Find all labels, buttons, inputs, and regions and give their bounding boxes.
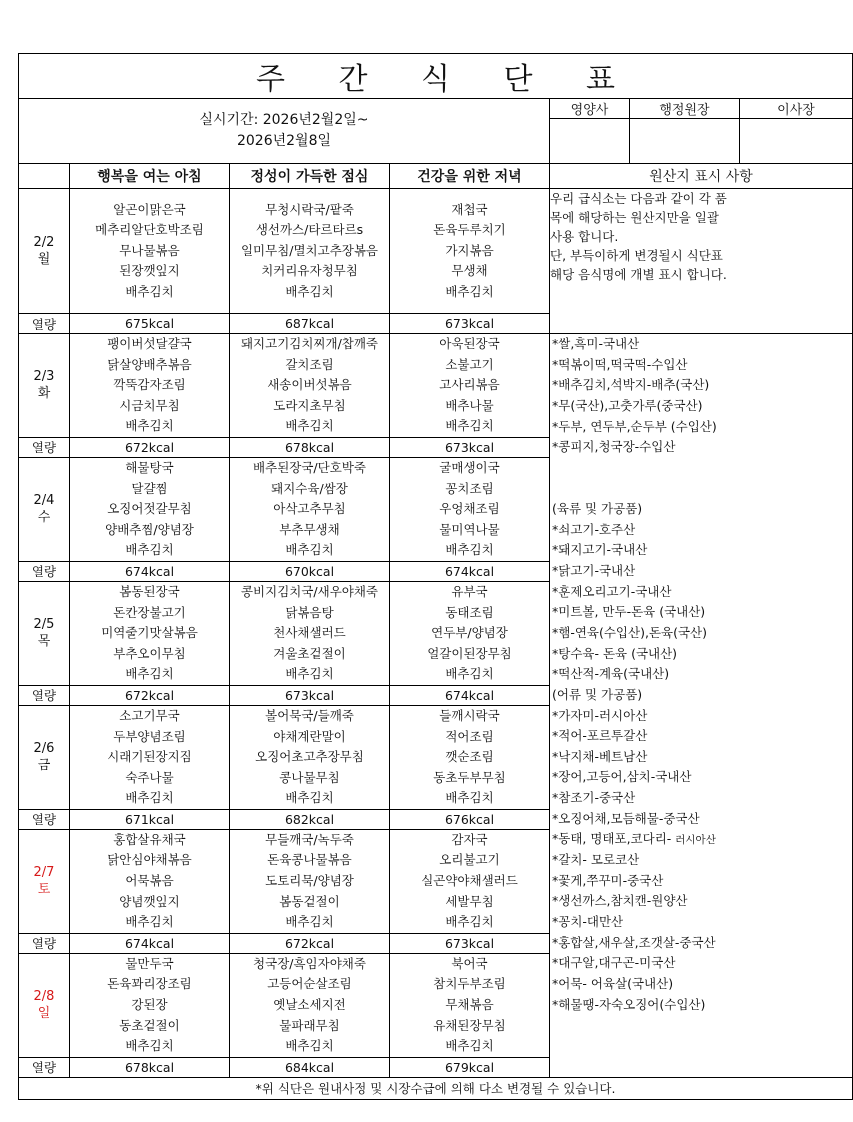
menu-item: 배추김치 <box>125 283 174 299</box>
day-weekday: 월 <box>37 252 51 267</box>
menu-item: 우엉채조림 <box>439 501 500 517</box>
menu-item: 감자국 <box>451 831 488 847</box>
menu-item: 소고기무국 <box>119 707 180 723</box>
menu-item: 해물탕국 <box>125 459 174 475</box>
menu-item: 동초겉절이 <box>119 1017 180 1033</box>
menu-item: 배추나물 <box>445 397 494 413</box>
origin-list <box>550 334 853 1078</box>
day-date: 2/6 <box>33 741 55 757</box>
menu-item: 북어국 <box>451 955 488 971</box>
origin-item: *적어-포르투갈산 <box>552 728 648 744</box>
breakfast-menu <box>70 189 230 314</box>
menu-item: 배추된장국/단호박죽 <box>253 459 366 475</box>
origin-item: *두부, 연두부,순두부 (수입산) <box>552 418 717 434</box>
origin-item: *오징어채,모듬해물-중국산 <box>552 810 700 826</box>
calorie-value: 673kcal <box>390 933 550 953</box>
breakfast-menu <box>70 953 230 1057</box>
origin-item: *어묵- 어육살(국내산) <box>552 975 674 991</box>
menu-item: 배추김치 <box>285 914 334 930</box>
breakfast-header: 행복을 여는 아침 <box>70 164 230 189</box>
menu-item: 부추오이무침 <box>113 645 186 661</box>
lunch-menu <box>230 334 390 438</box>
menu-item: 실곤약야채샐러드 <box>421 873 518 889</box>
calorie-value: 678kcal <box>230 437 390 457</box>
menu-item: 달걀찜 <box>131 480 168 496</box>
menu-item: 배추김치 <box>125 1038 174 1054</box>
origin-item <box>550 829 852 850</box>
menu-item: 부추무생채 <box>279 521 340 537</box>
dinner-menu <box>390 829 550 933</box>
menu-item: 어묵볶음 <box>125 873 174 889</box>
menu-item: 돈육두루치기 <box>433 222 506 238</box>
menu-item: 적어조림 <box>445 728 494 744</box>
menu-item: 봄동겉절이 <box>279 893 340 909</box>
calorie-value: 675kcal <box>70 314 230 334</box>
dinner-menu <box>390 457 550 561</box>
origin-item: *탕수육- 돈육 (국내산) <box>552 645 678 661</box>
menu-item: 배추김치 <box>285 418 334 434</box>
breakfast-menu <box>70 334 230 438</box>
day-label <box>19 189 70 314</box>
origin-item: *생선까스,참치캔-원양산 <box>552 893 688 909</box>
signature-box <box>630 119 740 164</box>
origin-item: *꽁치-대만산 <box>552 913 624 929</box>
origin-item: *해물땡-자숙오징어(수입산) <box>552 996 706 1012</box>
menu-item: 돼지수육/쌈장 <box>271 480 348 496</box>
signature-label: 영양사 <box>550 99 630 119</box>
origin-item <box>550 458 852 479</box>
calorie-value: 672kcal <box>70 685 230 705</box>
calorie-value: 678kcal <box>70 1057 230 1077</box>
origin-item: *가자미-러시아산 <box>552 707 648 723</box>
day-date: 2/8 <box>33 989 55 1005</box>
menu-item: 옛날소세지전 <box>273 997 346 1013</box>
menu-item: 알곤이맑은국 <box>113 201 186 217</box>
menu-item: 양념깻잎지 <box>119 893 180 909</box>
lunch-menu <box>230 705 390 809</box>
signature-label: 이사장 <box>740 99 853 119</box>
calorie-value: 670kcal <box>230 561 390 581</box>
weekly-menu-table <box>18 53 853 1100</box>
origin-item: *장어,고등어,삼치-국내산 <box>552 769 692 785</box>
menu-item: 깍뚝감자조림 <box>113 377 186 393</box>
day-weekday: 일 <box>37 1006 51 1022</box>
origin-item: *미트볼, 만두-돈육 (국내산) <box>552 604 706 620</box>
menu-item: 배추김치 <box>285 666 334 682</box>
calorie-label: 열량 <box>19 1057 70 1077</box>
origin-item: *홍합살,새우살,조갯살-중국산 <box>552 934 716 950</box>
dinner-menu <box>390 581 550 685</box>
menu-item: 도토리묵/양념장 <box>265 873 354 889</box>
menu-item: 배추김치 <box>285 542 334 558</box>
menu-item: 돈육콩나물볶음 <box>267 852 352 868</box>
origin-notice <box>550 189 853 334</box>
lunch-menu <box>230 189 390 314</box>
calorie-value: 674kcal <box>70 933 230 953</box>
menu-item: 물파래무침 <box>279 1017 340 1033</box>
footer-note: *위 식단은 원내사정 및 시장수급에 의해 다소 변경될 수 있습니다. <box>19 1077 853 1099</box>
menu-item: 콩나물무침 <box>279 769 340 785</box>
menu-item: 얼갈이된장무침 <box>427 645 512 661</box>
calorie-value: 684kcal <box>230 1057 390 1077</box>
origin-item: *쌀,흑미-국내산 <box>552 336 640 351</box>
menu-item: 배추김치 <box>445 283 494 299</box>
calorie-value: 676kcal <box>390 809 550 829</box>
menu-item: 메추리알단호박조림 <box>95 222 204 238</box>
origin-item: *돼지고기-국내산 <box>552 542 648 558</box>
day-date: 2/7 <box>33 865 55 881</box>
menu-item: 굴매생이국 <box>439 459 500 475</box>
menu-item: 고등어순살조림 <box>267 976 352 992</box>
menu-item: 가지볶음 <box>445 242 494 258</box>
menu-item: 돈육꽈리장조림 <box>107 976 192 992</box>
menu-item: 유채된장무침 <box>433 1017 506 1033</box>
origin-item: *낙지채-베트남산 <box>552 748 648 764</box>
breakfast-menu <box>70 457 230 561</box>
menu-item: 물만두국 <box>125 955 174 971</box>
page-title: 주 간 식 단 표 <box>19 54 853 99</box>
origin-item: *콩피지,청국장-수입산 <box>552 439 676 455</box>
day-weekday: 토 <box>37 882 51 898</box>
origin-item-text: *동태, 명태포,코다리- <box>552 831 672 847</box>
breakfast-menu <box>70 705 230 809</box>
dinner-header: 건강을 위한 저녁 <box>390 164 550 189</box>
calorie-label: 열량 <box>19 437 70 457</box>
calorie-value: 679kcal <box>390 1057 550 1077</box>
menu-item: 배추김치 <box>445 666 494 682</box>
origin-item: *배추김치,석박지-배추(국산) <box>552 377 710 393</box>
signature-box <box>740 119 853 164</box>
signature-label: 행정원장 <box>630 99 740 119</box>
period-end: 2026년2월8일 <box>236 133 331 149</box>
day-date: 2/5 <box>33 617 55 633</box>
menu-item: 갈치조림 <box>285 356 334 372</box>
menu-item: 배추김치 <box>285 283 334 299</box>
origin-item: (육류 및 가공품) <box>552 501 643 517</box>
menu-item: 일미무침/멸치고추장볶음 <box>240 242 379 258</box>
menu-item: 배추김치 <box>125 542 174 558</box>
menu-item: 돼지고기김치찌개/찹깨죽 <box>240 336 379 351</box>
origin-notice-line: 해당 음식명에 개별 표시 합니다. <box>550 267 727 282</box>
origin-item-suffix: 러시아산 <box>675 834 716 847</box>
day-label <box>19 705 70 809</box>
menu-item: 미역줄기맛살볶음 <box>101 625 198 641</box>
lunch-menu <box>230 953 390 1057</box>
calorie-value: 674kcal <box>390 561 550 581</box>
day-weekday: 화 <box>37 386 51 402</box>
calorie-value: 674kcal <box>390 685 550 705</box>
lunch-menu <box>230 829 390 933</box>
menu-item: 동초두부무침 <box>433 769 506 785</box>
day-weekday: 수 <box>37 510 51 526</box>
menu-item: 무생채 <box>451 263 488 279</box>
menu-item: 시래기된장지짐 <box>107 749 192 765</box>
menu-item: 배추김치 <box>445 790 494 806</box>
menu-item: 배추김치 <box>445 1038 494 1054</box>
signature-box <box>550 119 630 164</box>
menu-item: 오징어초고추장무침 <box>255 749 364 765</box>
day-label <box>19 334 70 438</box>
menu-item: 양배추찜/양념장 <box>105 521 194 537</box>
day-label <box>19 829 70 933</box>
calorie-value: 672kcal <box>230 933 390 953</box>
origin-item: *꽃게,쭈꾸미-중국산 <box>552 872 664 888</box>
day-label <box>19 581 70 685</box>
calorie-label: 열량 <box>19 933 70 953</box>
menu-item: 꽁치조림 <box>445 480 494 496</box>
menu-item: 아욱된장국 <box>439 336 500 351</box>
menu-item: 재첩국 <box>451 201 488 217</box>
calorie-label: 열량 <box>19 314 70 334</box>
menu-item: 도라지초무침 <box>273 397 346 413</box>
origin-item: (어류 및 가공품) <box>552 686 643 702</box>
menu-item: 동태조림 <box>445 604 494 620</box>
menu-item: 배추김치 <box>285 790 334 806</box>
dinner-menu <box>390 334 550 438</box>
origin-notice-line: 목에 해당하는 원산지만을 일괄 <box>550 210 719 225</box>
origin-item: *떡산적-계육(국내산) <box>552 666 670 682</box>
menu-item: 배추김치 <box>445 418 494 434</box>
menu-item: 닭안심야채볶음 <box>107 852 192 868</box>
menu-item: 홍합살유채국 <box>113 831 186 847</box>
calorie-value: 687kcal <box>230 314 390 334</box>
menu-item: 오리불고기 <box>439 852 500 868</box>
menu-item: 연두부/양념장 <box>431 625 508 641</box>
origin-item: *쇠고기-호주산 <box>552 521 636 537</box>
menu-item: 야채계란말이 <box>273 728 346 744</box>
origin-item: *무(국산),고춧가루(중국산) <box>552 397 703 413</box>
calorie-value: 673kcal <box>390 314 550 334</box>
menu-item: 오징어젓갈무침 <box>107 501 192 517</box>
menu-item: 배추김치 <box>445 542 494 558</box>
menu-item: 무나물볶음 <box>119 242 180 258</box>
origin-notice-line: 우리 급식소는 다음과 같이 각 품 <box>550 191 727 206</box>
menu-item: 팽이버섯달걀국 <box>107 336 192 351</box>
day-weekday: 금 <box>37 758 51 774</box>
origin-item: *닭고기-국내산 <box>552 563 636 579</box>
period-cell <box>19 99 550 164</box>
menu-item: 돈칸장불고기 <box>113 604 186 620</box>
menu-item: 무청시락국/팥죽 <box>265 201 354 217</box>
menu-item: 유부국 <box>451 583 488 599</box>
menu-item: 닭볶음탕 <box>285 604 334 620</box>
origin-notice-line: 단, 부득이하게 변경될시 식단표 <box>550 248 723 263</box>
calorie-value: 674kcal <box>70 561 230 581</box>
origin-item: *대구알,대구곤-미국산 <box>552 955 676 971</box>
calorie-value: 672kcal <box>70 437 230 457</box>
calorie-label: 열량 <box>19 809 70 829</box>
menu-item: 무들깨국/녹두죽 <box>265 831 354 847</box>
lunch-menu <box>230 581 390 685</box>
calorie-label: 열량 <box>19 685 70 705</box>
origin-item: *떡볶이떡,떡국떡-수입산 <box>552 356 688 372</box>
menu-item: 아삭고추무침 <box>273 501 346 517</box>
menu-item: 겨울초겉절이 <box>273 645 346 661</box>
menu-item: 천사채샐러드 <box>273 625 346 641</box>
lunch-menu <box>230 457 390 561</box>
dinner-menu <box>390 705 550 809</box>
origin-notice-line: 사용 합니다. <box>550 229 619 244</box>
menu-item: 배추김치 <box>125 914 174 930</box>
menu-item: 깻순조림 <box>445 749 494 765</box>
menu-item: 배추김치 <box>125 790 174 806</box>
date-header <box>19 164 70 189</box>
day-label <box>19 457 70 561</box>
breakfast-menu <box>70 581 230 685</box>
menu-item: 배추김치 <box>125 666 174 682</box>
origin-item: *갈치- 모로코산 <box>552 852 640 868</box>
day-label <box>19 953 70 1057</box>
day-date: 2/4 <box>33 493 55 509</box>
day-date: 2/2 <box>33 235 55 250</box>
menu-item: 무채볶음 <box>445 997 494 1013</box>
menu-item: 볼어묵국/들깨죽 <box>265 707 354 723</box>
menu-item: 생선까스/타르타르s <box>255 222 364 238</box>
menu-item: 시금치무침 <box>119 397 180 413</box>
menu-item: 배추김치 <box>285 1038 334 1054</box>
menu-item: 봄동된장국 <box>119 583 180 599</box>
breakfast-menu <box>70 829 230 933</box>
origin-item: *햄-연육(수입산),돈육(국산) <box>552 624 707 640</box>
menu-item: 배추김치 <box>445 914 494 930</box>
origin-item <box>550 478 852 499</box>
menu-item: 닭살양배추볶음 <box>107 356 192 372</box>
period-start: 실시기간: 2026년2월2일~ <box>199 112 369 128</box>
menu-item: 배추김치 <box>125 418 174 434</box>
lunch-header: 정성이 가득한 점심 <box>230 164 390 189</box>
menu-item: 물미역나물 <box>439 521 500 537</box>
calorie-label: 열량 <box>19 561 70 581</box>
menu-item: 콩비지김치국/새우야채죽 <box>240 583 379 599</box>
menu-item: 치커리유자청무침 <box>261 263 358 279</box>
calorie-value: 673kcal <box>390 437 550 457</box>
menu-item: 세발무침 <box>445 893 494 909</box>
menu-item: 고사리볶음 <box>439 377 500 393</box>
origin-header: 원산지 표시 사항 <box>550 164 853 189</box>
menu-item: 참치두부조림 <box>433 976 506 992</box>
origin-item: *참조기-중국산 <box>552 790 636 806</box>
menu-item: 된장깻잎지 <box>119 263 180 279</box>
dinner-menu <box>390 953 550 1057</box>
menu-item: 새송이버섯볶음 <box>267 377 352 393</box>
origin-item: *훈제오리고기-국내산 <box>552 583 672 599</box>
day-weekday: 목 <box>37 634 51 650</box>
menu-item: 소불고기 <box>445 356 494 372</box>
day-date: 2/3 <box>33 369 55 385</box>
menu-item: 들깨시락국 <box>439 707 500 723</box>
calorie-value: 682kcal <box>230 809 390 829</box>
calorie-value: 673kcal <box>230 685 390 705</box>
dinner-menu <box>390 189 550 314</box>
menu-item: 두부양념조림 <box>113 728 186 744</box>
menu-item: 강된장 <box>131 997 168 1013</box>
menu-item: 숙주나물 <box>125 769 174 785</box>
menu-item: 청국장/흑임자야채죽 <box>253 955 366 971</box>
calorie-value: 671kcal <box>70 809 230 829</box>
